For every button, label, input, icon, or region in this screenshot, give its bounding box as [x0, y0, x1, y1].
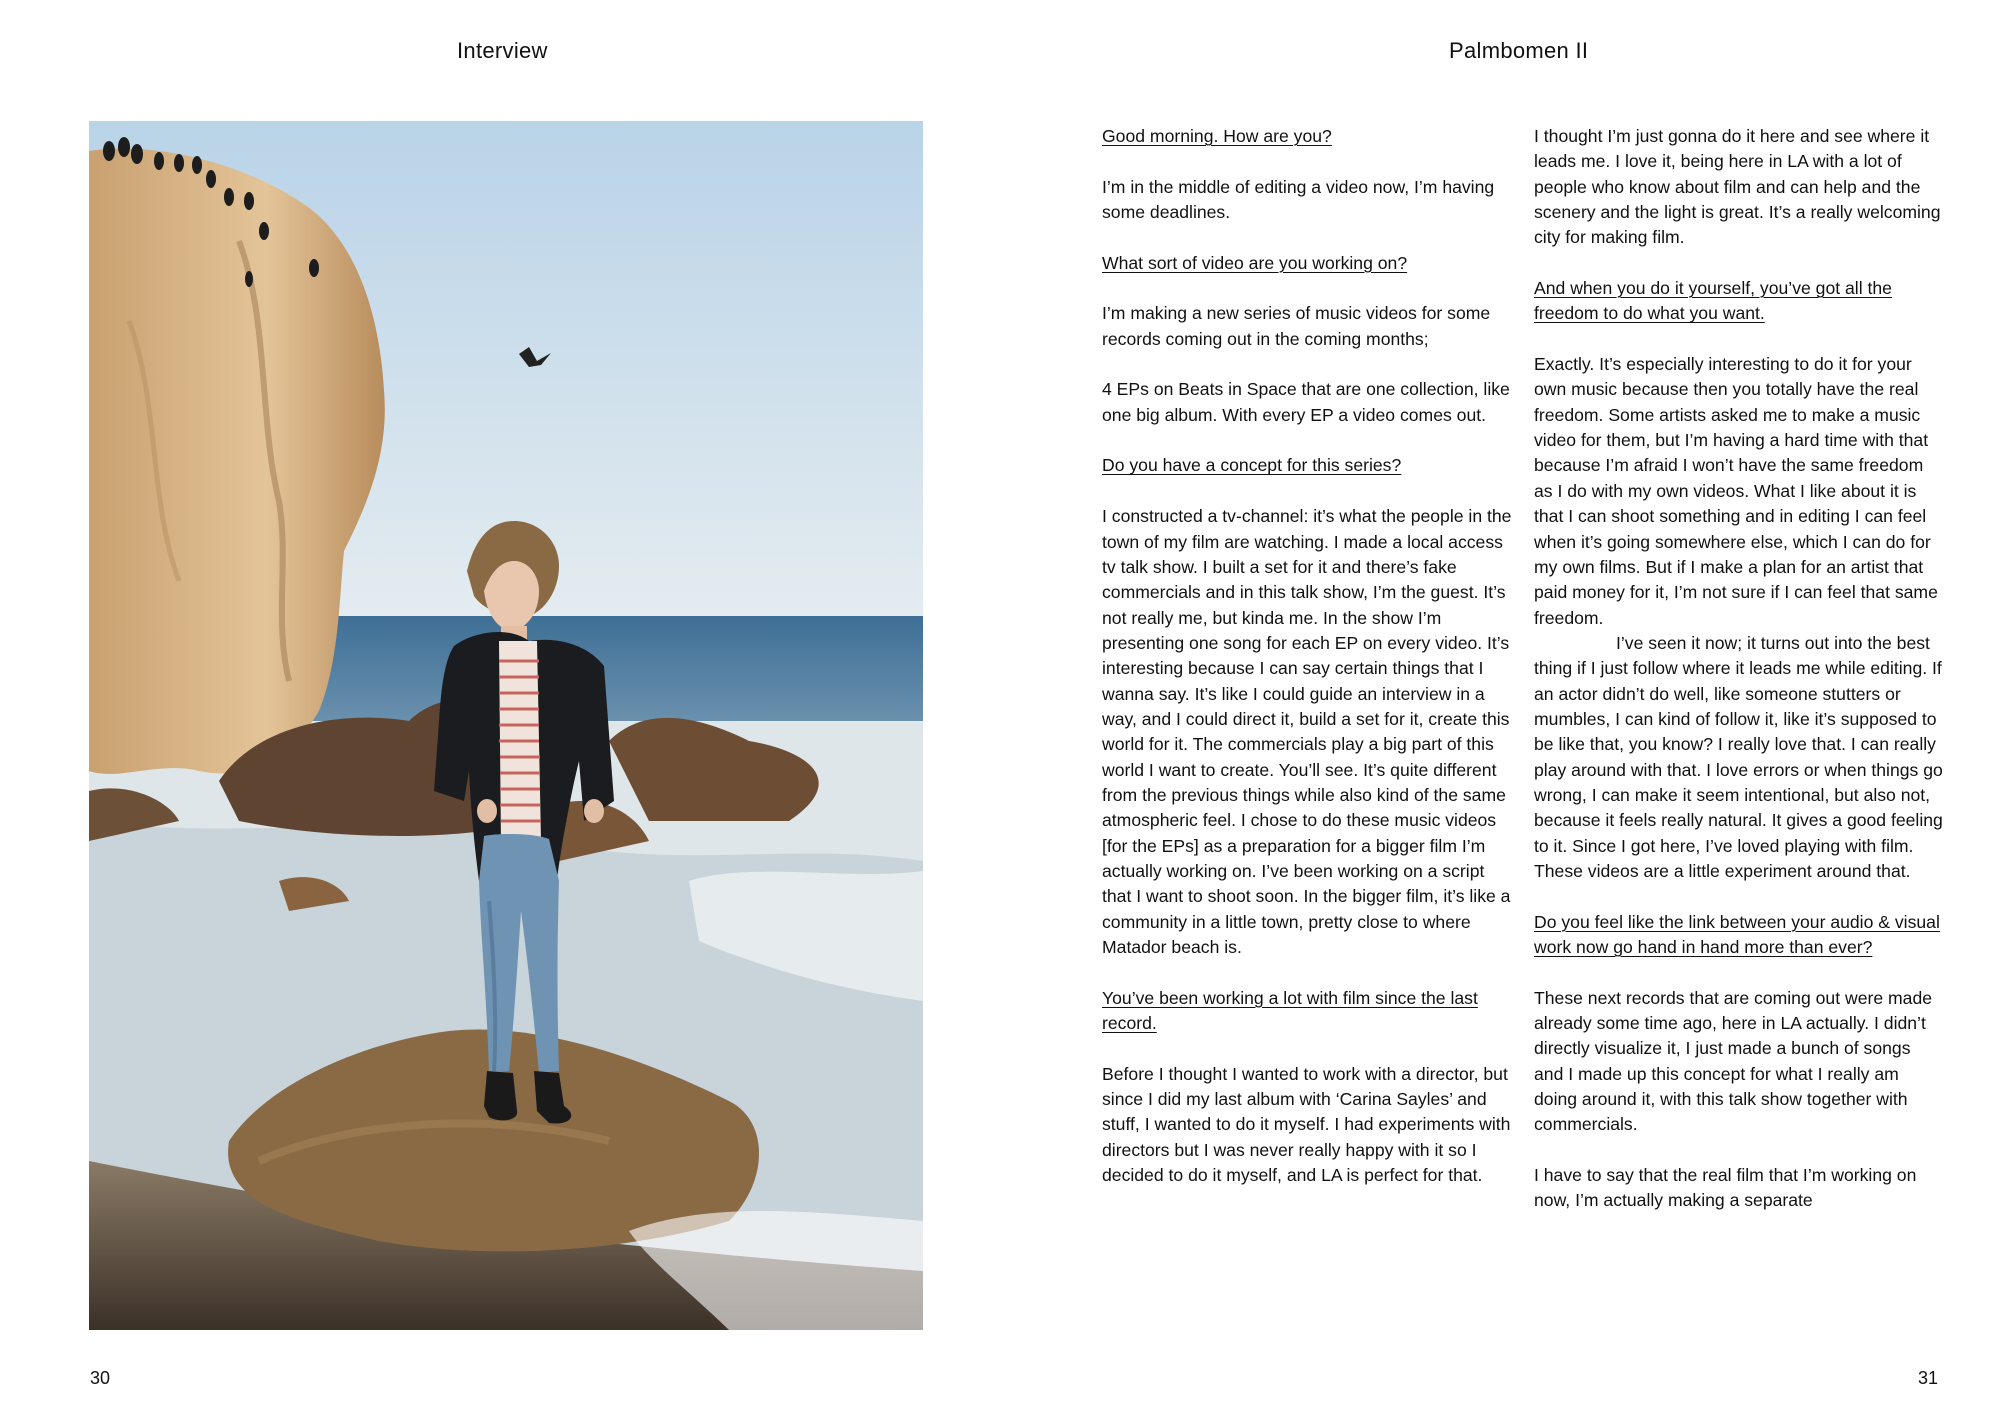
interview-question: You’ve been working a lot with film since the last record. [1102, 987, 1478, 1034]
page-number-left: 30 [90, 1368, 111, 1388]
interview-answer: I constructed a tv-channel: it’s what the people in the town of my film are watching. I made a local access tv talk show. I built a set for it and there’s fake commercials and in this talk show, I’m the guest. It’s not really me, but kinda me. In the show I’m presenting one song for each EP on every video. It’s interesting because I can say certain things that I wanna say. It’s like I could guide an interview in a way, and I could direct it, build a set for it, create this world for it. The commercials play a big part of this world I want to create. You’ll see. It’s quite different from the previous things while also kind of the same atmospheric feel. I chose to do these music videos [for the EPs] as a preparation for a bigger film I’m actually working on. I’ve been working on a script that I want to shoot soon. In the bigger film, it’s like a community in a little town, pretty close to where Matador beach is. [1102, 506, 1512, 957]
interview-answer: Before I thought I wanted to work with a director, but since I did my last album with ‘Carina Sayles’ and stuff, I wanted to do it myself. I had experiments with directors but I was never really happy with it so I decided to do it myself, and LA is perfect for that. [1102, 1063, 1511, 1186]
interview-question: Do you feel like the link between your audio & visual work now go hand in hand more than ever? [1534, 911, 1940, 957]
interview-answer: These next records that are coming out were made already some time ago, here in LA actually. I didn’t directly visualize it, I just made a bunch of songs and I made up this concept for what I really am doing around it, with this talk show together with commercials. [1534, 987, 1933, 1135]
interview-answer: I’m in the middle of editing a video now, I’m having some deadlines. [1102, 176, 1495, 223]
interview-answer: 4 EPs on Beats in Space that are one collection, like one big album. With every EP a video comes out. [1102, 379, 1510, 425]
portrait-photo [89, 121, 923, 1330]
interview-question: Do you have a concept for this series? [1102, 455, 1402, 476]
section-header: Interview [457, 38, 548, 63]
page-number-right: 31 [1918, 1368, 1939, 1388]
interview-answer: I’ve seen it now; it turns out into the best thing if I just follow where it leads me while editing. If an actor didn’t do well, like someone stutters or mumbles, I can kind of follow it, like it’s supposed to be like that, you know? I really love that. I can really play around with that. I love errors or when things go wrong, I can make it seem intentional, but also not, because it feels really natural. It gives a good feeling to it. Since I got here, I’ve loved playing with film. These videos are a little experiment around that. [1534, 632, 1943, 881]
article-title: Palmbomen II [1449, 38, 1589, 63]
interview-question: And when you do it yourself, you’ve got all the freedom to do what you want. [1534, 278, 1892, 324]
interview-answer: I thought I’m just gonna do it here and see where it leads me. I love it, being here in LA with a lot of people who know about film and can help and the scenery and the light is great. It’s a really welcoming city for making film. [1534, 126, 1941, 248]
interview-answer: I’m making a new series of music videos for some records coming out in the coming months; [1102, 303, 1491, 349]
interview-question: What sort of video are you working on? [1102, 252, 1408, 273]
interview-question: Good morning. How are you? [1102, 126, 1332, 146]
interview-answer: Exactly. It’s especially interesting to do it for your own music because then you totally have the real freedom. Some artists asked me to make a music video for them, but I’m having a hard time with that because I’m afraid I won’t have the same freedom as I do with my own videos. What I like about it is that I can shoot something and in editing I can feel when it’s going somewhere else, which I can do for my own films. But if I make a plan for an artist that paid money for it, I’m not sure if I can feel that same freedom. [1534, 354, 1938, 628]
interview-answer: I have to say that the real film that I’m working on now, I’m actually making a separate [1534, 1165, 1917, 1211]
interview-column-left [1102, 124, 1512, 1214]
interview-column-right [1534, 124, 1944, 1239]
